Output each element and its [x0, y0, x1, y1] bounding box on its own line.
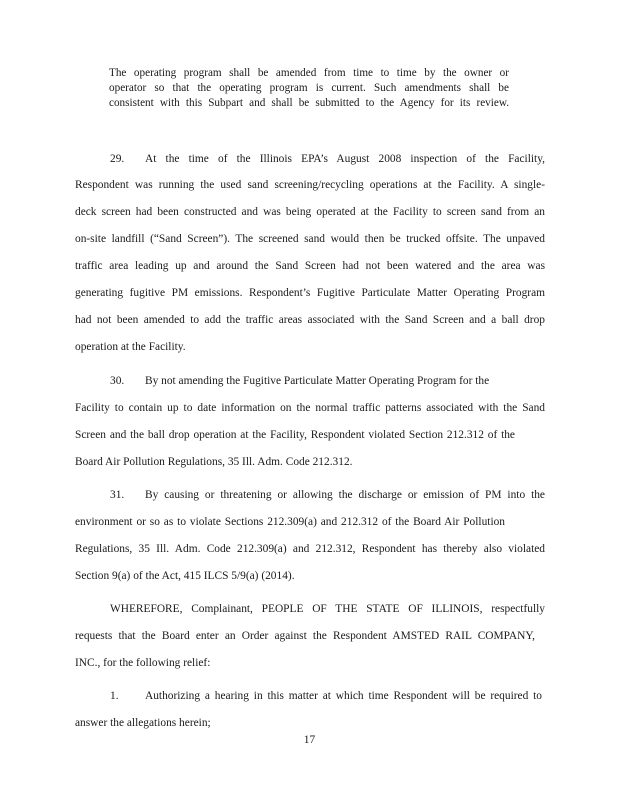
paragraph-line: INC., for the following relief:: [75, 657, 211, 669]
paragraph-number: 1.: [110, 690, 119, 702]
quote-line: operator so that the operating program is current. Such amendments shall be: [109, 81, 509, 94]
paragraph-number: 30.: [110, 375, 125, 387]
paragraph-line: had not been amended to add the traffic areas associated with the Sand Screen and a ball drop: [75, 314, 545, 326]
paragraph-number: 31.: [110, 489, 125, 501]
paragraph-text: By causing or threatening or allowing the discharge or emission of PM into the: [145, 489, 545, 501]
paragraph-line: Facility to contain up to date information on the normal traffic patterns associated with the Sand: [75, 402, 545, 414]
paragraph-line: Regulations, 35 Ill. Adm. Code 212.309(a) and 212.312, Respondent has thereby also violated: [75, 543, 545, 555]
paragraph-line: Screen and the ball drop operation at the Facility, Respondent violated Section 212.312 of the: [75, 429, 515, 441]
paragraph-line: Board Air Pollution Regulations, 35 Ill. Adm. Code 212.312.: [75, 456, 353, 468]
paragraph-text: By not amending the Fugitive Particulate Matter Operating Program for the: [145, 375, 490, 387]
paragraph-line: operation at the Facility.: [75, 341, 186, 353]
paragraph-line: generating fugitive PM emissions. Respondent’s Fugitive Particulate Matter Operating Program: [75, 287, 545, 299]
page-number: 17: [303, 734, 316, 746]
paragraph-line: answer the allegations herein;: [75, 717, 211, 729]
paragraph-line: traffic area leading up and around the Sand Screen had not been watered and the area was: [75, 260, 545, 272]
quoted-regulation: [109, 66, 509, 110]
paragraph-text: WHEREFORE, Complainant, PEOPLE OF THE STATE OF ILLINOIS, respectfully: [110, 603, 545, 615]
paragraph-line: requests that the Board enter an Order against the Respondent AMSTED RAIL COMPANY,: [75, 630, 535, 642]
paragraph-text: At the time of the Illinois EPA’s August 2008 inspection of the Facility,: [145, 153, 545, 165]
quote-line: The operating program shall be amended from time to time by the owner or: [109, 67, 509, 79]
paragraph-line: environment or so as to violate Sections 212.309(a) and 212.312 of the Board Air Pollution: [75, 516, 505, 528]
paragraph-line: deck screen had been constructed and was being operated at the Facility to screen sand from an: [75, 206, 545, 218]
paragraph-number: 29.: [110, 153, 125, 165]
paragraph-text: Authorizing a hearing in this matter at which time Respondent will be required to: [145, 690, 542, 702]
paragraph-line: Respondent was running the used sand screening/recycling operations at the Facility. A single-: [75, 179, 545, 191]
paragraph-line: Section 9(a) of the Act, 415 ILCS 5/9(a) (2014).: [75, 570, 295, 582]
paragraph-line: on-site landfill (“Sand Screen”). The screened sand would then be trucked offsite. The unpaved: [75, 233, 545, 245]
quote-line: consistent with this Subpart and shall be submitted to the Agency for its review.: [109, 96, 509, 109]
